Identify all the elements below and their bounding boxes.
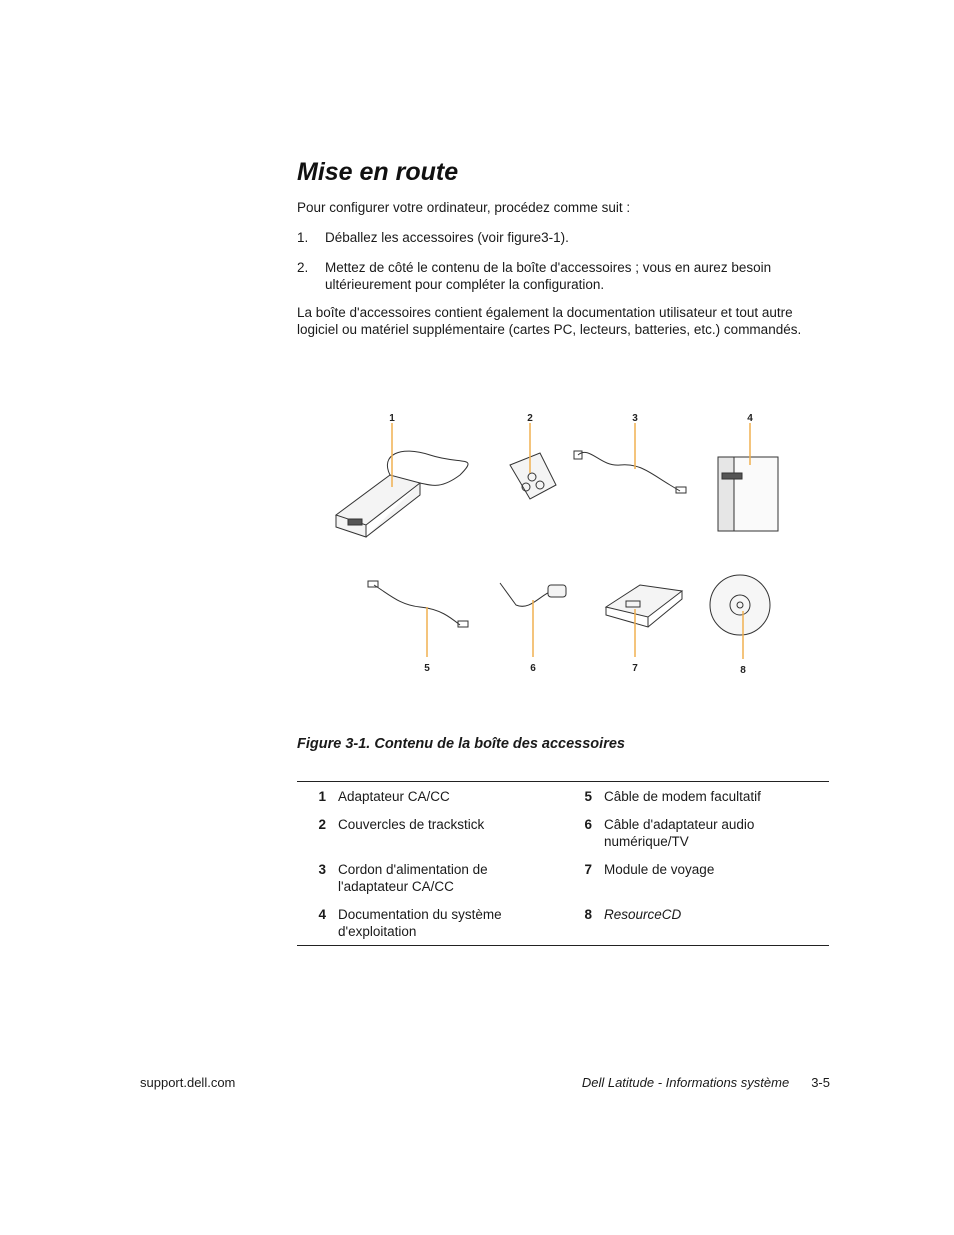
- step-number: 2.: [297, 260, 309, 275]
- legend-number: 5: [584, 789, 592, 804]
- legend-number: 8: [584, 907, 592, 922]
- callout-label: 1: [389, 413, 395, 424]
- resource-cd-illustration: [710, 575, 770, 635]
- callout-label: 4: [747, 413, 753, 424]
- legend-label: Câble d'adaptateur audio numérique/TV: [604, 817, 755, 849]
- callout-label: 2: [527, 413, 533, 424]
- intro-text: Pour configurer votre ordinateur, procédez comme suit :: [297, 200, 631, 215]
- travel-module-illustration: [606, 585, 682, 617]
- legend-label: Cordon d'alimentation de l'adaptateur CA/CC: [338, 862, 488, 894]
- accessories-illustration: [320, 395, 800, 695]
- legend-number: 3: [318, 862, 326, 877]
- legend-label: ResourceCD: [604, 907, 682, 922]
- legend-label: Câble de modem facultatif: [604, 789, 761, 804]
- legend-number: 4: [318, 907, 326, 922]
- legend-number: 7: [584, 862, 592, 877]
- callout-label: 3: [632, 413, 638, 424]
- legend-label: Documentation du système d'exploitation: [338, 907, 502, 939]
- step-number: 1.: [297, 230, 309, 245]
- footer-url: support.dell.com: [140, 1075, 236, 1090]
- power-cord-illustration: [578, 452, 680, 491]
- callout-label: 7: [632, 663, 638, 674]
- accessories-paragraph: La boîte d'accessoires contient également la documentation utilisateur et tout autre logiciel ou matériel supplémentaire (cartes PC, lecteurs, batteries, etc.) commandés.: [297, 305, 802, 337]
- ac-adapter-illustration: [336, 475, 420, 537]
- callout-label: 6: [530, 663, 536, 674]
- step-text: Déballez les accessoires (voir figure3-1).: [325, 230, 569, 245]
- legend-label: Adaptateur CA/CC: [338, 789, 450, 804]
- page-number: 3-5: [811, 1075, 830, 1090]
- legend-number: 1: [318, 789, 326, 804]
- legend-number: 2: [318, 817, 326, 832]
- figure-caption: Figure 3-1. Contenu de la boîte des accessoires: [297, 736, 625, 752]
- trackstick-covers-illustration: [510, 453, 556, 499]
- step-text: Mettez de côté le contenu de la boîte d'accessoires ; vous en aurez besoin ultérieurement pour compléter la configuration.: [325, 260, 772, 292]
- legend-label: Module de voyage: [604, 862, 715, 877]
- modem-cable-illustration: [374, 585, 460, 625]
- callout-label: 5: [424, 663, 430, 674]
- callout-label: 8: [740, 665, 746, 676]
- audio-tv-cable-illustration: [500, 583, 552, 606]
- legend-number: 6: [584, 817, 592, 832]
- legend-table: [297, 781, 829, 946]
- footer-book-title: Dell Latitude - Informations système: [581, 1075, 790, 1090]
- footer-title: [582, 1075, 830, 1090]
- page-title: Mise en route: [297, 158, 459, 186]
- legend-label: Couvercles de trackstick: [338, 817, 485, 832]
- accessories-figure: [320, 395, 800, 695]
